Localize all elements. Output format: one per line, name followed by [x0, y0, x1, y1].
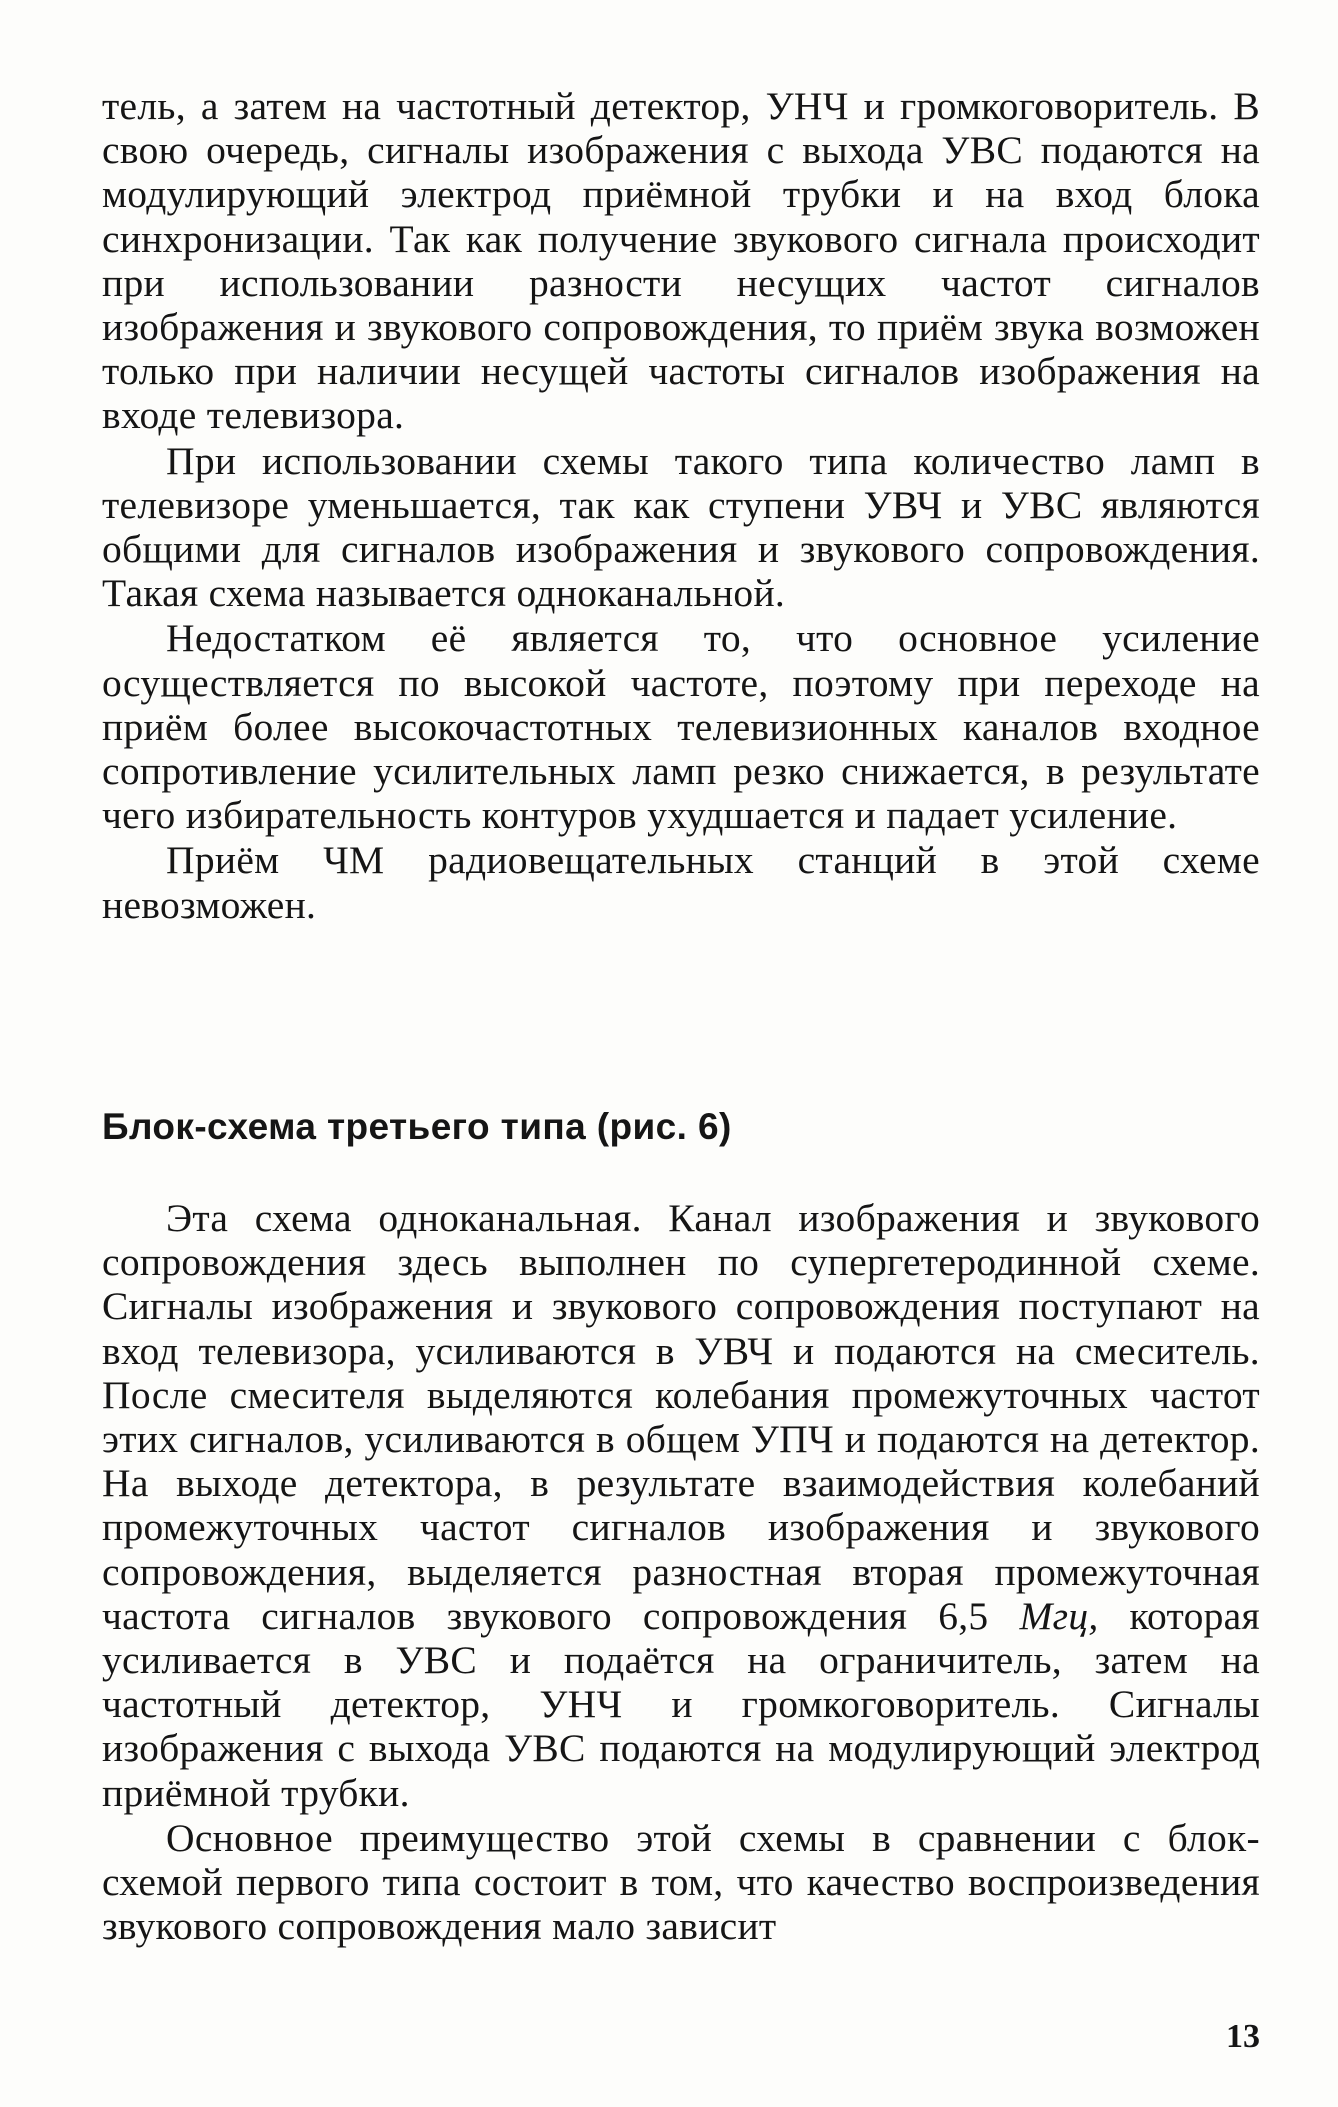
paragraph-scheme-description — [102, 1196, 1260, 1815]
lower-text-block — [102, 1196, 1260, 1948]
paragraph-fm-reception: Приём ЧМ радиовещательных станций в этой схеме невозможен. — [102, 838, 1260, 927]
paragraph-text-part: Эта схема одноканальная. Канал изображения и звукового сопровождения здесь выполнен по супергетеродинной схеме. Сигналы изображения и звукового сопровождения поступают на вход телевизора, усиливаются в УВЧ и подаются на смеситель. После смесителя выделяются колебания промежуточных частот этих сигналов, усиливаются в общем УПЧ и подаются на детектор. На выходе детектора, в результате взаимодействия колебаний промежуточных частот сигналов изображения и звукового сопровождения, выделяется разностная вторая промежуточная частота сигналов звукового сопровождения 6,5 — [102, 1196, 1260, 1638]
paragraph-drawback: Недостатком её является то, что основное усиление осуществляется по высокой частоте, поэтому при переходе на приём более высокочастотных телевизионных каналов входное сопротивление усилительных ламп резко снижается, в результате чего избирательность контуров ухудшается и падает усиление. — [102, 616, 1260, 838]
paragraph-advantage: Основное преимущество этой схемы в сравнении с блок-схемой первого типа состоит в том, что качество воспроизведения звукового сопровождения мало зависит — [102, 1815, 1260, 1949]
page-number: 13 — [1226, 2018, 1260, 2055]
section-heading: Блок-схема третьего типа (рис. 6) — [102, 1106, 732, 1147]
paragraph-continuation: тель, а затем на частотный детектор, УНЧ и громкоговоритель. В свою очередь, сигналы изображения с выхода УВС подаются на модулирующий электрод приёмной трубки и на вход блока синхронизации. Так как получение звукового сигнала происходит при использовании разности несущих частот сигналов изображения и звукового сопровождения, то приём звука возможен только при наличии несущей частоты сигналов изображения на входе телевизора. — [102, 84, 1260, 438]
upper-text-block — [102, 84, 1260, 927]
paragraph-text-part: которая усиливается в УВС и подаётся на ограничитель, затем на частотный детектор, УНЧ и громкоговоритель. Сигналы изображения с выхода УВС подаются на модулирующий электрод приёмной трубки. — [102, 1593, 1260, 1815]
paragraph-lamp-count: При использовании схемы такого типа количество ламп в телевизоре уменьшается, так как ступени УВЧ и УВС являются общими для сигналов изображения и звукового сопровождения. Такая схема называется одноканальной. — [102, 438, 1260, 616]
unit-mhz: Мгц, — [1019, 1593, 1099, 1638]
